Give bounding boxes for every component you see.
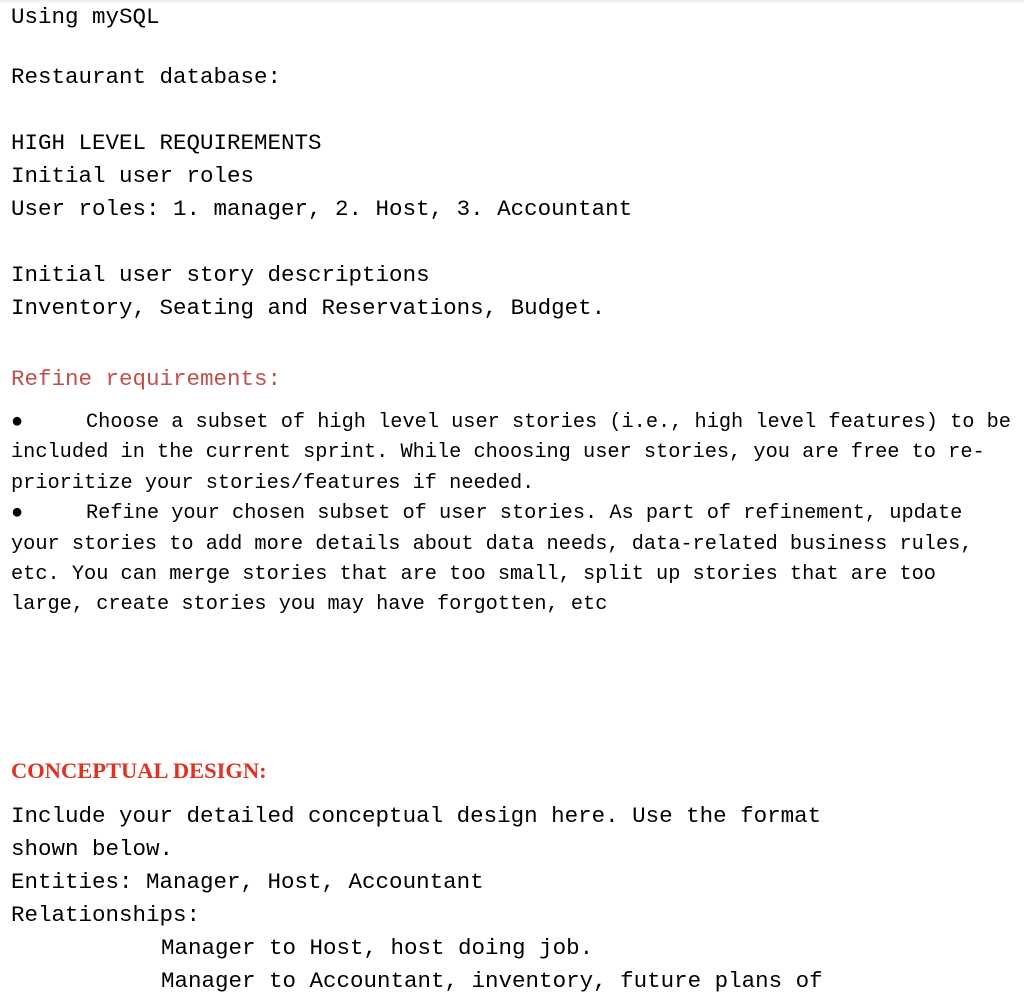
- refine-bullet-item: [11, 408, 1011, 499]
- user-stories-list: Inventory, Seating and Reservations, Budget.: [11, 295, 606, 321]
- conceptual-design-heading: CONCEPTUAL DESIGN:: [11, 758, 267, 783]
- conceptual-intro-line: shown below.: [11, 836, 174, 862]
- intro-line-mysql: Using mySQL: [11, 4, 160, 30]
- refine-bullet-list: [11, 408, 1011, 621]
- relationship-item: Manager to Host, host doing job.: [161, 935, 594, 961]
- user-roles-title: Initial user roles: [11, 163, 255, 189]
- relationship-item: Manager to Accountant, inventory, future plans of: [161, 968, 823, 994]
- bullet-dot-icon: ●: [11, 411, 24, 434]
- refine-bullet-text: Choose a subset of high level user stories (i.e., high level features) to be included in the current sprint. While choosing user stories, you are free to re-prioritize your stories/features if needed.: [11, 411, 1011, 495]
- intro-line-restaurant: Restaurant database:: [11, 64, 282, 90]
- refine-bullet-text: Refine your chosen subset of user stories. As part of refinement, update your stories to add more details about data needs, data-related business rules, etc. You can merge stories that are too small, split up stories that are too large, create stories you may have forgotten, etc: [11, 502, 973, 617]
- entities-line: Entities: Manager, Host, Accountant: [11, 869, 484, 895]
- user-roles-list: User roles: 1. manager, 2. Host, 3. Accountant: [11, 196, 633, 222]
- relationships-title: Relationships:: [11, 902, 201, 928]
- conceptual-intro-line: Include your detailed conceptual design here. Use the format: [11, 803, 822, 829]
- refine-requirements-heading: Refine requirements:: [11, 366, 282, 392]
- bullet-dot-icon: ●: [11, 502, 24, 526]
- high-level-heading: HIGH LEVEL REQUIREMENTS: [11, 130, 322, 156]
- refine-bullet-item: [11, 499, 1011, 621]
- user-stories-title: Initial user story descriptions: [11, 262, 430, 288]
